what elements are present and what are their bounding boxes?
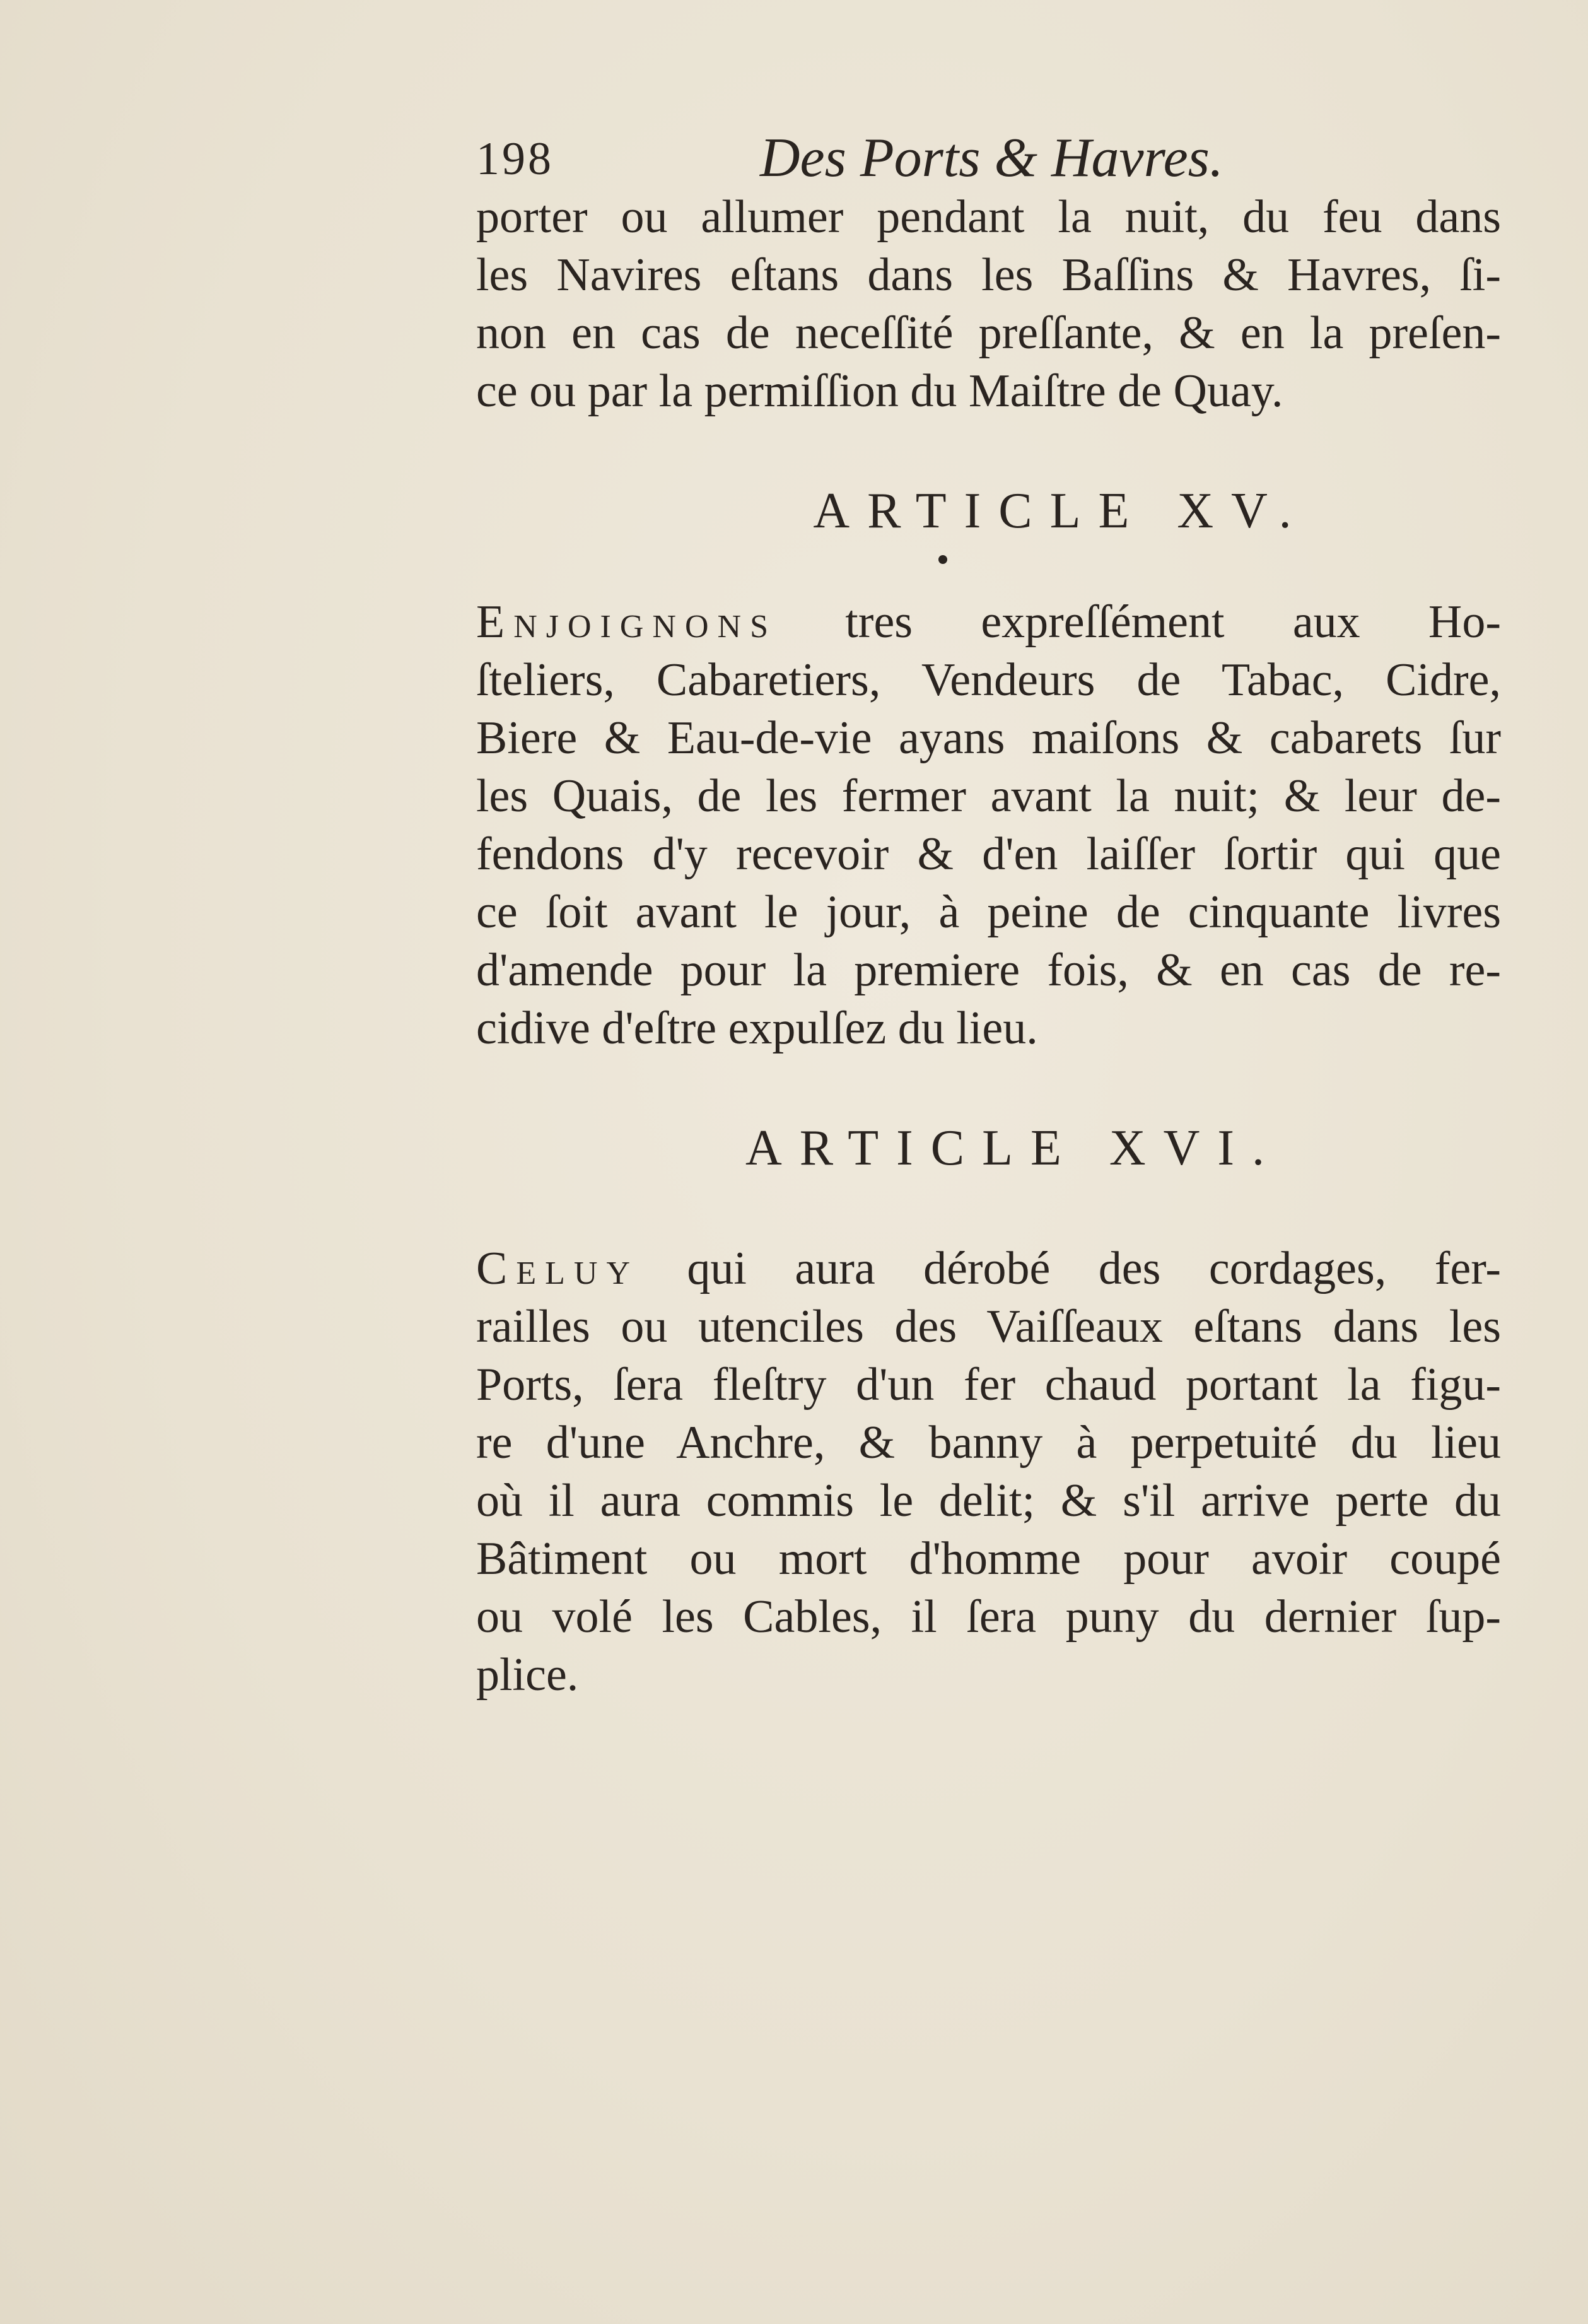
text-line: les Navires eſtans dans les Baſſins & Havres, ſi- <box>476 249 1501 301</box>
text-line: Biere & Eau-de-vie ayans maiſons & cabarets ſur <box>476 712 1501 764</box>
article-heading-xvi: ARTICLE XVI. <box>745 1120 1283 1176</box>
text-line: fendons d'y recevoir & d'en laiſſer ſortir qui que <box>476 828 1501 880</box>
text-line: ce ou par la permiſſion du Maiſtre de Quay. <box>476 365 1283 417</box>
ink-dot <box>938 555 947 564</box>
text-line: porter ou allumer pendant la nuit, du feu dans <box>476 191 1501 243</box>
text-line: ſteliers, Cabaretiers, Vendeurs de Tabac, Cidre, <box>476 654 1501 706</box>
text-line: Ports, ſera fleſtry d'un fer chaud portant la figu- <box>476 1359 1501 1411</box>
text-line: cidive d'eſtre expulſez du lieu. <box>476 1002 1038 1054</box>
text-line: plice. <box>476 1649 579 1701</box>
paragraph-article-16 <box>476 1240 1501 1704</box>
line-rest: tres expreſſément aux Ho- <box>777 596 1501 648</box>
text-line: où il aura commis le delit; & s'il arrive perte du <box>476 1475 1501 1527</box>
page-number: 198 <box>476 133 554 185</box>
text-line: re d'une Anchre, & banny à perpetuité du lieu <box>476 1417 1501 1469</box>
paragraph-article-15 <box>476 593 1501 1057</box>
article-heading-xv: ARTICLE XV. <box>813 483 1309 539</box>
text-line-first <box>476 593 1501 651</box>
text-line: non en cas de neceſſité preſſante, & en la preſen- <box>476 307 1501 359</box>
text-line: les Quais, de les fermer avant la nuit; & leur de- <box>476 770 1501 822</box>
page-header <box>476 126 1290 196</box>
text-line-first <box>476 1240 1501 1298</box>
text-line: d'amende pour la premiere fois, & en cas de re- <box>476 944 1501 996</box>
line-rest: qui aura dérobé des cordages, fer- <box>639 1243 1501 1294</box>
lead-word: Enjoignons <box>476 596 777 648</box>
text-line: ou volé les Cables, il ſera puny du dernier ſup- <box>476 1591 1501 1643</box>
paragraph-article-14-end <box>476 188 1501 420</box>
text-line: railles ou utenciles des Vaiſſeaux eſtans dans les <box>476 1301 1501 1353</box>
text-line: ce ſoit avant le jour, à peine de cinquante livres <box>476 886 1501 938</box>
text-line: Bâtiment ou mort d'homme pour avoir coupé <box>476 1533 1501 1585</box>
running-title: Des Ports & Havres. <box>760 127 1223 189</box>
lead-word: Celuy <box>476 1243 639 1294</box>
